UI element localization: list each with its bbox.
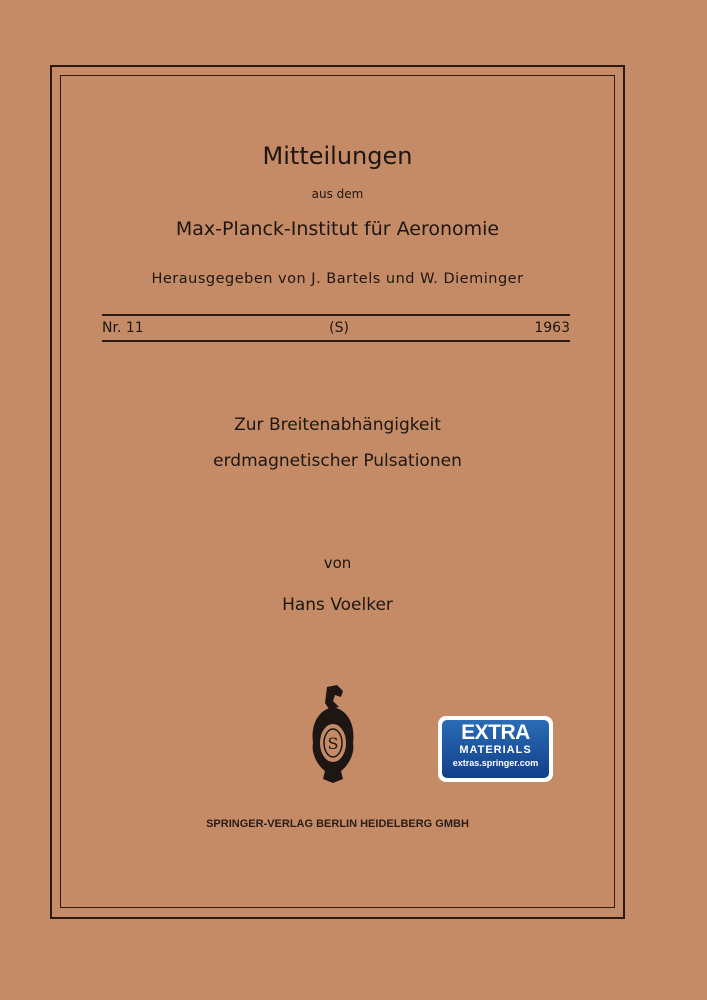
publisher-line: SPRINGER-VERLAG BERLIN HEIDELBERG GMBH: [206, 818, 469, 830]
issue-number: Nr. 11: [102, 320, 144, 336]
by-label: von: [323, 554, 352, 572]
springer-knight-logo-icon: [307, 683, 359, 785]
series-subtitle: aus dem: [311, 187, 364, 201]
badge-extra-text: EXTRA: [461, 721, 530, 744]
institute-name: Max-Planck-Institut für Aeronomie: [175, 218, 500, 240]
work-title-line1: Zur Breitenabhängigkeit: [234, 415, 441, 435]
extra-materials-badge[interactable]: [438, 716, 553, 782]
divider-top: [102, 314, 570, 316]
issue-year: 1963: [534, 320, 570, 336]
badge-materials-text: MATERIALS: [459, 744, 532, 756]
issue-code: (S): [329, 320, 349, 336]
editors-line: Herausgegeben von J. Bartels und W. Dieminger: [151, 271, 524, 287]
series-title: Mitteilungen: [262, 142, 413, 170]
badge-url[interactable]: extras.springer.com: [452, 758, 539, 768]
divider-bottom: [102, 340, 570, 342]
svg-text:S: S: [327, 734, 339, 753]
work-title-line2: erdmagnetischer Pulsationen: [213, 451, 462, 471]
issue-bar: [102, 320, 570, 336]
author-name: Hans Voelker: [282, 595, 393, 615]
